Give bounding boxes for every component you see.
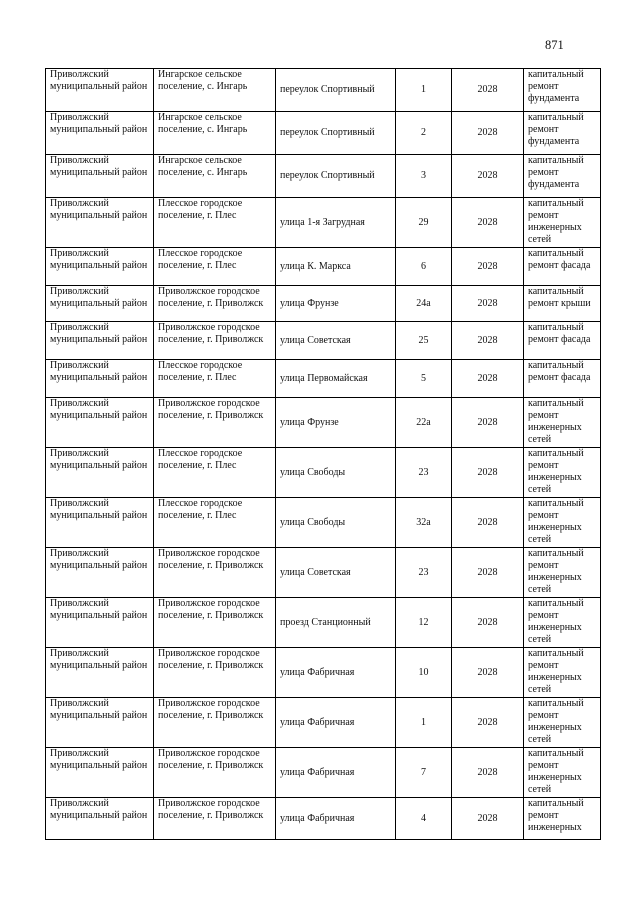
street-cell: проезд Станционный xyxy=(276,598,396,648)
work-type-cell: капитальный ремонт инженерных сетей xyxy=(524,648,601,698)
settlement-cell: Приволжское городское поселение, г. Приволжск xyxy=(154,798,276,840)
street-cell: улица Советская xyxy=(276,548,396,598)
work-type-cell: капитальный ремонт инженерных сетей xyxy=(524,548,601,598)
district-cell: Приволжский муниципальный район xyxy=(46,112,154,155)
table-row xyxy=(46,198,601,248)
settlement-cell: Ингарское сельское поселение, с. Ингарь xyxy=(154,69,276,112)
work-type-cell: капитальный ремонт инженерных сетей xyxy=(524,748,601,798)
work-type-cell: капитальный ремонт фасада xyxy=(524,360,601,398)
year-cell: 2028 xyxy=(452,648,524,698)
street-cell: переулок Спортивный xyxy=(276,155,396,198)
table-row xyxy=(46,248,601,286)
settlement-cell: Плесское городское поселение, г. Плес xyxy=(154,198,276,248)
settlement-cell: Плесское городское поселение, г. Плес xyxy=(154,360,276,398)
district-cell: Приволжский муниципальный район xyxy=(46,286,154,322)
street-cell: улица Фабричная xyxy=(276,698,396,748)
settlement-cell: Приволжское городское поселение, г. Приволжск xyxy=(154,322,276,360)
year-cell: 2028 xyxy=(452,448,524,498)
house-number-cell: 5 xyxy=(396,360,452,398)
year-cell: 2028 xyxy=(452,286,524,322)
page-number: 871 xyxy=(545,38,564,52)
street-cell: улица Фабричная xyxy=(276,798,396,840)
table-row xyxy=(46,648,601,698)
district-cell: Приволжский муниципальный район xyxy=(46,69,154,112)
year-cell: 2028 xyxy=(452,598,524,648)
table-row xyxy=(46,598,601,648)
house-number-cell: 12 xyxy=(396,598,452,648)
table-row xyxy=(46,798,601,840)
street-cell: улица Фрунзе xyxy=(276,286,396,322)
table-body xyxy=(46,69,601,840)
house-number-cell: 23 xyxy=(396,548,452,598)
district-cell: Приволжский муниципальный район xyxy=(46,398,154,448)
settlement-cell: Плесское городское поселение, г. Плес xyxy=(154,448,276,498)
street-cell: переулок Спортивный xyxy=(276,112,396,155)
table-row xyxy=(46,448,601,498)
table-row xyxy=(46,398,601,448)
year-cell: 2028 xyxy=(452,155,524,198)
street-cell: переулок Спортивный xyxy=(276,69,396,112)
year-cell: 2028 xyxy=(452,112,524,155)
district-cell: Приволжский муниципальный район xyxy=(46,698,154,748)
table-row xyxy=(46,155,601,198)
house-number-cell: 7 xyxy=(396,748,452,798)
district-cell: Приволжский муниципальный район xyxy=(46,548,154,598)
work-type-cell: капитальный ремонт фасада xyxy=(524,322,601,360)
district-cell: Приволжский муниципальный район xyxy=(46,448,154,498)
year-cell: 2028 xyxy=(452,248,524,286)
district-cell: Приволжский муниципальный район xyxy=(46,248,154,286)
street-cell: улица Фабричная xyxy=(276,648,396,698)
work-type-cell: капитальный ремонт фасада xyxy=(524,248,601,286)
table-row xyxy=(46,286,601,322)
year-cell: 2028 xyxy=(452,398,524,448)
house-number-cell: 24а xyxy=(396,286,452,322)
district-cell: Приволжский муниципальный район xyxy=(46,322,154,360)
street-cell: улица Советская xyxy=(276,322,396,360)
street-cell: улица Свободы xyxy=(276,448,396,498)
house-number-cell: 4 xyxy=(396,798,452,840)
year-cell: 2028 xyxy=(452,322,524,360)
district-cell: Приволжский муниципальный район xyxy=(46,198,154,248)
work-type-cell: капитальный ремонт инженерных сетей xyxy=(524,698,601,748)
settlement-cell: Приволжское городское поселение, г. Приволжск xyxy=(154,598,276,648)
year-cell: 2028 xyxy=(452,548,524,598)
year-cell: 2028 xyxy=(452,798,524,840)
house-number-cell: 29 xyxy=(396,198,452,248)
repair-schedule-table xyxy=(45,68,601,840)
settlement-cell: Приволжское городское поселение, г. Приволжск xyxy=(154,648,276,698)
street-cell: улица 1-я Загрудная xyxy=(276,198,396,248)
settlement-cell: Приволжское городское поселение, г. Приволжск xyxy=(154,748,276,798)
work-type-cell: капитальный ремонт инженерных сетей xyxy=(524,398,601,448)
street-cell: улица Первомайская xyxy=(276,360,396,398)
house-number-cell: 25 xyxy=(396,322,452,360)
work-type-cell: капитальный ремонт инженерных сетей xyxy=(524,198,601,248)
house-number-cell: 3 xyxy=(396,155,452,198)
house-number-cell: 23 xyxy=(396,448,452,498)
work-type-cell: капитальный ремонт фундамента xyxy=(524,69,601,112)
house-number-cell: 6 xyxy=(396,248,452,286)
year-cell: 2028 xyxy=(452,360,524,398)
district-cell: Приволжский муниципальный район xyxy=(46,155,154,198)
work-type-cell: капитальный ремонт фундамента xyxy=(524,112,601,155)
house-number-cell: 1 xyxy=(396,69,452,112)
table-row xyxy=(46,360,601,398)
table-row xyxy=(46,748,601,798)
district-cell: Приволжский муниципальный район xyxy=(46,360,154,398)
table-row xyxy=(46,698,601,748)
work-type-cell: капитальный ремонт крыши xyxy=(524,286,601,322)
settlement-cell: Приволжское городское поселение, г. Приволжск xyxy=(154,698,276,748)
year-cell: 2028 xyxy=(452,69,524,112)
district-cell: Приволжский муниципальный район xyxy=(46,798,154,840)
year-cell: 2028 xyxy=(452,698,524,748)
street-cell: улица Фрунзе xyxy=(276,398,396,448)
house-number-cell: 32а xyxy=(396,498,452,548)
settlement-cell: Приволжское городское поселение, г. Приволжск xyxy=(154,548,276,598)
district-cell: Приволжский муниципальный район xyxy=(46,598,154,648)
work-type-cell: капитальный ремонт инженерных xyxy=(524,798,601,840)
year-cell: 2028 xyxy=(452,198,524,248)
year-cell: 2028 xyxy=(452,748,524,798)
table-row xyxy=(46,112,601,155)
settlement-cell: Плесское городское поселение, г. Плес xyxy=(154,498,276,548)
house-number-cell: 22а xyxy=(396,398,452,448)
district-cell: Приволжский муниципальный район xyxy=(46,498,154,548)
street-cell: улица К. Маркса xyxy=(276,248,396,286)
table-row xyxy=(46,548,601,598)
house-number-cell: 1 xyxy=(396,698,452,748)
district-cell: Приволжский муниципальный район xyxy=(46,648,154,698)
work-type-cell: капитальный ремонт фундамента xyxy=(524,155,601,198)
house-number-cell: 10 xyxy=(396,648,452,698)
year-cell: 2028 xyxy=(452,498,524,548)
district-cell: Приволжский муниципальный район xyxy=(46,748,154,798)
settlement-cell: Плесское городское поселение, г. Плес xyxy=(154,248,276,286)
work-type-cell: капитальный ремонт инженерных сетей xyxy=(524,448,601,498)
settlement-cell: Приволжское городское поселение, г. Приволжск xyxy=(154,398,276,448)
settlement-cell: Ингарское сельское поселение, с. Ингарь xyxy=(154,112,276,155)
street-cell: улица Свободы xyxy=(276,498,396,548)
street-cell: улица Фабричная xyxy=(276,748,396,798)
settlement-cell: Приволжское городское поселение, г. Приволжск xyxy=(154,286,276,322)
table-row xyxy=(46,69,601,112)
house-number-cell: 2 xyxy=(396,112,452,155)
work-type-cell: капитальный ремонт инженерных сетей xyxy=(524,598,601,648)
work-type-cell: капитальный ремонт инженерных сетей xyxy=(524,498,601,548)
table-row xyxy=(46,322,601,360)
settlement-cell: Ингарское сельское поселение, с. Ингарь xyxy=(154,155,276,198)
table-row xyxy=(46,498,601,548)
